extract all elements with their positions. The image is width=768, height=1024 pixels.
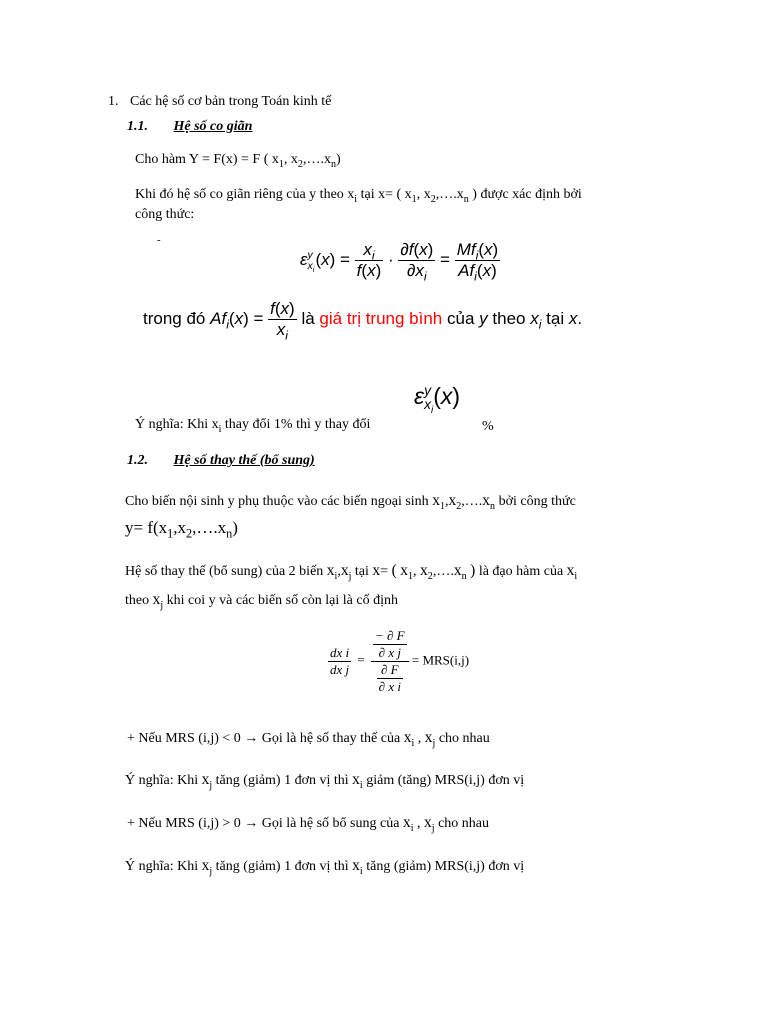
text: cho nhau	[438, 731, 490, 746]
neu-mrs-duong-line: + Nếu MRS (i,j) > 0 → Gọi là hệ số bổ sung của $x_i$ , $x_j$ cho nhau	[127, 814, 489, 834]
neu-mrs-am-line: + Nếu MRS (i,j) < 0 → Gọi là hệ số thay thế của $x_i$ , $x_j$ cho nhau	[127, 729, 490, 749]
section-title: Hệ số co giãn	[173, 119, 253, 134]
text: theo	[492, 308, 526, 328]
y-nghia-bo-sung: Ý nghĩa: Khi $x_j$ tăng (giảm) 1 đơn vị thì $x_i$ tăng (giảm) MRS(i,j) đơn vị	[125, 857, 525, 877]
text: theo	[125, 593, 150, 608]
text: tăng (giảm) MRS(i,j) đơn vị	[366, 859, 525, 874]
heading-text: Các hệ số cơ bản trong Toán kinh tế	[130, 94, 332, 109]
he-so-line: Hệ số thay thế (bổ sung) của 2 biến $x_i,x_j$ tại x= ( $x_1$, $x_2,\dots.x_n$ ) là đạo hàm của $x_i$	[125, 562, 578, 582]
text: Hệ số thay thế (bổ sung) của 2 biến	[125, 564, 324, 579]
highlighted-text: giá trị trung bình	[319, 308, 443, 328]
section-number: 1.2.	[127, 453, 148, 468]
text: Ý nghĩa: Khi	[125, 773, 199, 788]
dash-mark: -	[157, 234, 161, 246]
trong-do-line: trong đó $Af_i(x)$ = $\frac{f(x)}{x_i}$ là giá trị trung bình của y theo $x_i$ tại x.	[143, 299, 583, 343]
text: cho nhau	[438, 816, 489, 831]
heading-number: 1.	[108, 94, 119, 109]
text: Ý nghĩa: Khi x	[135, 417, 219, 432]
text: Cho hàm Y = F(x) = F ( x	[135, 152, 279, 167]
mrs-formula: $\frac{\text{dx i}}{\text{dx j}}$ = $\frac{\frac{- \partial F}{\text{∂ x j}}}{\frac{\partial F}{\text{∂ x i}}}$ = MRS(i,j)	[330, 628, 470, 694]
elasticity-formula: ε y $x_i$ (x) = $\frac{x_i}{f(x)}$ · $\frac{\partial f(x)}{\partial x_i}$ = $Mf_i(x)$ $Af_i(x)$	[300, 240, 499, 284]
text: Khi đó hệ số co giãn riêng của y theo x	[135, 187, 355, 202]
y-nghia-thay-the: Ý nghĩa: Khi $x_j$ tăng (giảm) 1 đơn vị thì $x_i$ giảm (tăng) MRS(i,j) đơn vị	[125, 771, 525, 791]
cong-thuc-label: công thức:	[135, 207, 195, 222]
text: + Nếu MRS (i,j) > 0 → Gọi là hệ số bổ sung của	[127, 816, 400, 831]
section-title: Hệ số thay thế (bổ sung)	[173, 453, 315, 468]
text: Cho biến nội sinh y phụ thuộc vào các biến ngoại sinh	[125, 494, 429, 509]
text: tại x= ( x	[357, 187, 412, 202]
elasticity-symbol: ε y $x_i$ (x)	[414, 383, 461, 416]
text: + Nếu MRS (i,j) < 0 → Gọi là hệ số thay thế của	[127, 731, 401, 746]
text: y= f(	[125, 518, 159, 537]
text: tăng (giảm) 1 đơn vị thì	[215, 859, 349, 874]
text: tại	[354, 564, 369, 579]
theo-line: theo $x_j$ khi coi y và các biến số còn lại là cố định	[125, 591, 398, 611]
heading-1	[108, 94, 331, 110]
text: bởi công thức	[498, 494, 576, 509]
cho-bien-line: Cho biến nội sinh y phụ thuộc vào các biến ngoại $\sinh x_1,x_2,\dots.x_n$ bởi công thức	[125, 492, 576, 512]
khi-do-line: Khi đó hệ số co giãn riêng của y theo $x_i$ tại x= ( $x_1$, $x_2,\dots.x_n$ ) được xác định bởi	[135, 187, 582, 205]
text: ) được xác định bởi	[472, 187, 582, 202]
section-number: 1.1.	[127, 119, 148, 134]
text: thay đổi 1% thì y thay đổi	[221, 417, 371, 432]
text: của	[447, 308, 475, 328]
text: = MRS(i,j)	[411, 652, 470, 668]
text: Ý nghĩa: Khi	[125, 859, 199, 874]
text: trong đó	[143, 308, 206, 328]
text: tăng (giảm) 1 đơn vị thì	[215, 773, 349, 788]
text: tại	[546, 308, 565, 328]
percent-sign: %	[482, 419, 494, 434]
cho-ham-line: Cho hàm Y = F(x) = F ( $x_1$, $x_2,\dots.x_n$)	[135, 152, 341, 170]
text: khi coi y và các biến số còn lại là cố định	[166, 593, 398, 608]
text: là đạo hàm của	[478, 564, 564, 579]
y-nghia-elasticity: Ý nghĩa: Khi $x_i$ thay đổi 1% thì y thay đổi	[135, 417, 371, 435]
text: là	[301, 308, 315, 328]
section-1-1-heading	[127, 119, 252, 135]
y-equation: $y= f(x_1,x_2,\dots.x_n)$	[125, 518, 238, 541]
text: giảm (tăng) MRS(i,j) đơn vị	[366, 773, 525, 788]
section-1-2-heading	[127, 453, 315, 469]
